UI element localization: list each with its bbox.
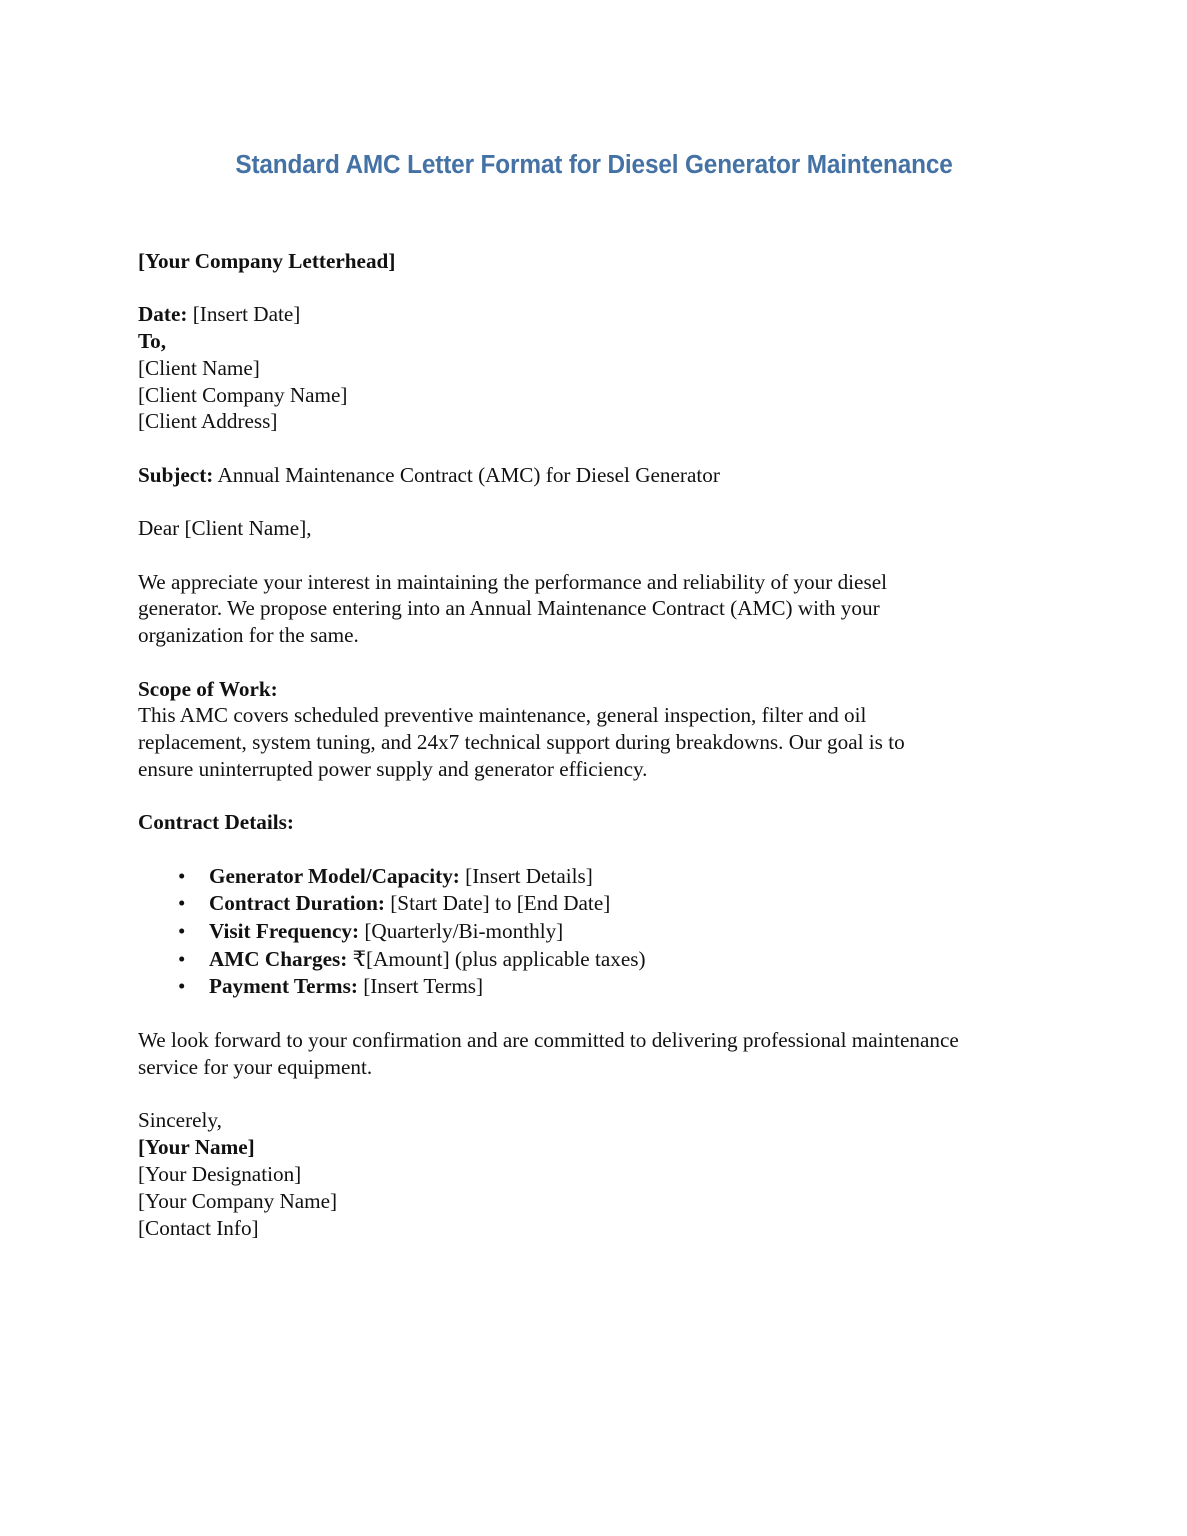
date-label: Date: (138, 302, 188, 327)
list-item (138, 973, 1050, 1000)
list-item-label: AMC Charges: (209, 946, 348, 971)
list-item-label: Generator Model/Capacity: (209, 863, 460, 888)
bullet-icon: • (178, 974, 186, 999)
scope-of-work-heading: Scope of Work: (138, 676, 278, 701)
list-item (138, 918, 1050, 945)
list-item-value: [Start Date] to [End Date] (390, 891, 611, 916)
closing-paragraph (138, 1027, 1050, 1081)
client-company: [Client Company Name] (138, 382, 348, 407)
contract-details-list (138, 863, 1050, 1001)
list-item-label: Payment Terms: (209, 974, 358, 999)
list-item (138, 890, 1050, 917)
signer-company: [Your Company Name] (138, 1188, 338, 1213)
signer-designation: [Your Designation] (138, 1161, 302, 1186)
document-content (138, 150, 1050, 1268)
signer-contact: [Contact Info] (138, 1215, 259, 1240)
letterhead-placeholder (138, 248, 1050, 275)
subject-line (138, 462, 1050, 489)
scope-line-1: This AMC covers scheduled preventive maintenance, general inspection, filter and oil (138, 703, 867, 728)
contract-details-heading (138, 809, 1050, 836)
closing-line-1: We look forward to your confirmation and are committed to delivering professional maintenance (138, 1028, 959, 1053)
list-item-value: [Quarterly/Bi-monthly] (364, 919, 564, 944)
bullet-icon: • (178, 919, 186, 944)
scope-line-2: replacement, system tuning, and 24x7 technical support during breakdowns. Our goal is to (138, 730, 905, 755)
contract-details-heading-text: Contract Details: (138, 810, 294, 835)
list-item (138, 946, 1050, 973)
bullet-icon: • (178, 863, 186, 888)
date-line (138, 301, 1050, 328)
list-item-label: Contract Duration: (209, 891, 385, 916)
signature-block (138, 1107, 1050, 1241)
salutation: Dear [Client Name], (138, 516, 312, 541)
letter-body (138, 248, 1050, 1241)
client-name: [Client Name] (138, 355, 260, 380)
intro-line-3: organization for the same. (138, 623, 359, 648)
signer-name: [Your Name] (138, 1135, 255, 1160)
client-address: [Client Address] (138, 409, 278, 434)
subject-label: Subject: (138, 462, 214, 487)
bullet-icon: • (178, 891, 186, 916)
address-block (138, 301, 1050, 435)
closing-line-2: service for your equipment. (138, 1054, 373, 1079)
subject-value: Annual Maintenance Contract (AMC) for Diesel Generator (217, 462, 720, 487)
page-title: Standard AMC Letter Format for Diesel Generator Maintenance (235, 151, 953, 179)
list-item-value: [Insert Terms] (363, 974, 484, 999)
bullet-icon: • (178, 946, 186, 971)
list-item (138, 863, 1050, 890)
intro-paragraph (138, 569, 1050, 649)
sincerely-line: Sincerely, (138, 1108, 222, 1133)
scope-line-3: ensure uninterrupted power supply and generator efficiency. (138, 757, 648, 781)
to-label: To, (138, 329, 167, 354)
scope-of-work-section (138, 676, 1050, 783)
date-value: [Insert Date] (192, 302, 301, 327)
intro-line-2: generator. We propose entering into an Annual Maintenance Contract (AMC) with your (138, 596, 880, 621)
letterhead-text: [Your Company Letterhead] (138, 248, 396, 273)
list-item-label: Visit Frequency: (209, 919, 360, 944)
list-item-value: [Insert Details] (465, 863, 593, 888)
intro-line-1: We appreciate your interest in maintaining the performance and reliability of your diesel (138, 569, 887, 594)
list-item-value: ₹[Amount] (plus applicable taxes) (352, 946, 646, 971)
